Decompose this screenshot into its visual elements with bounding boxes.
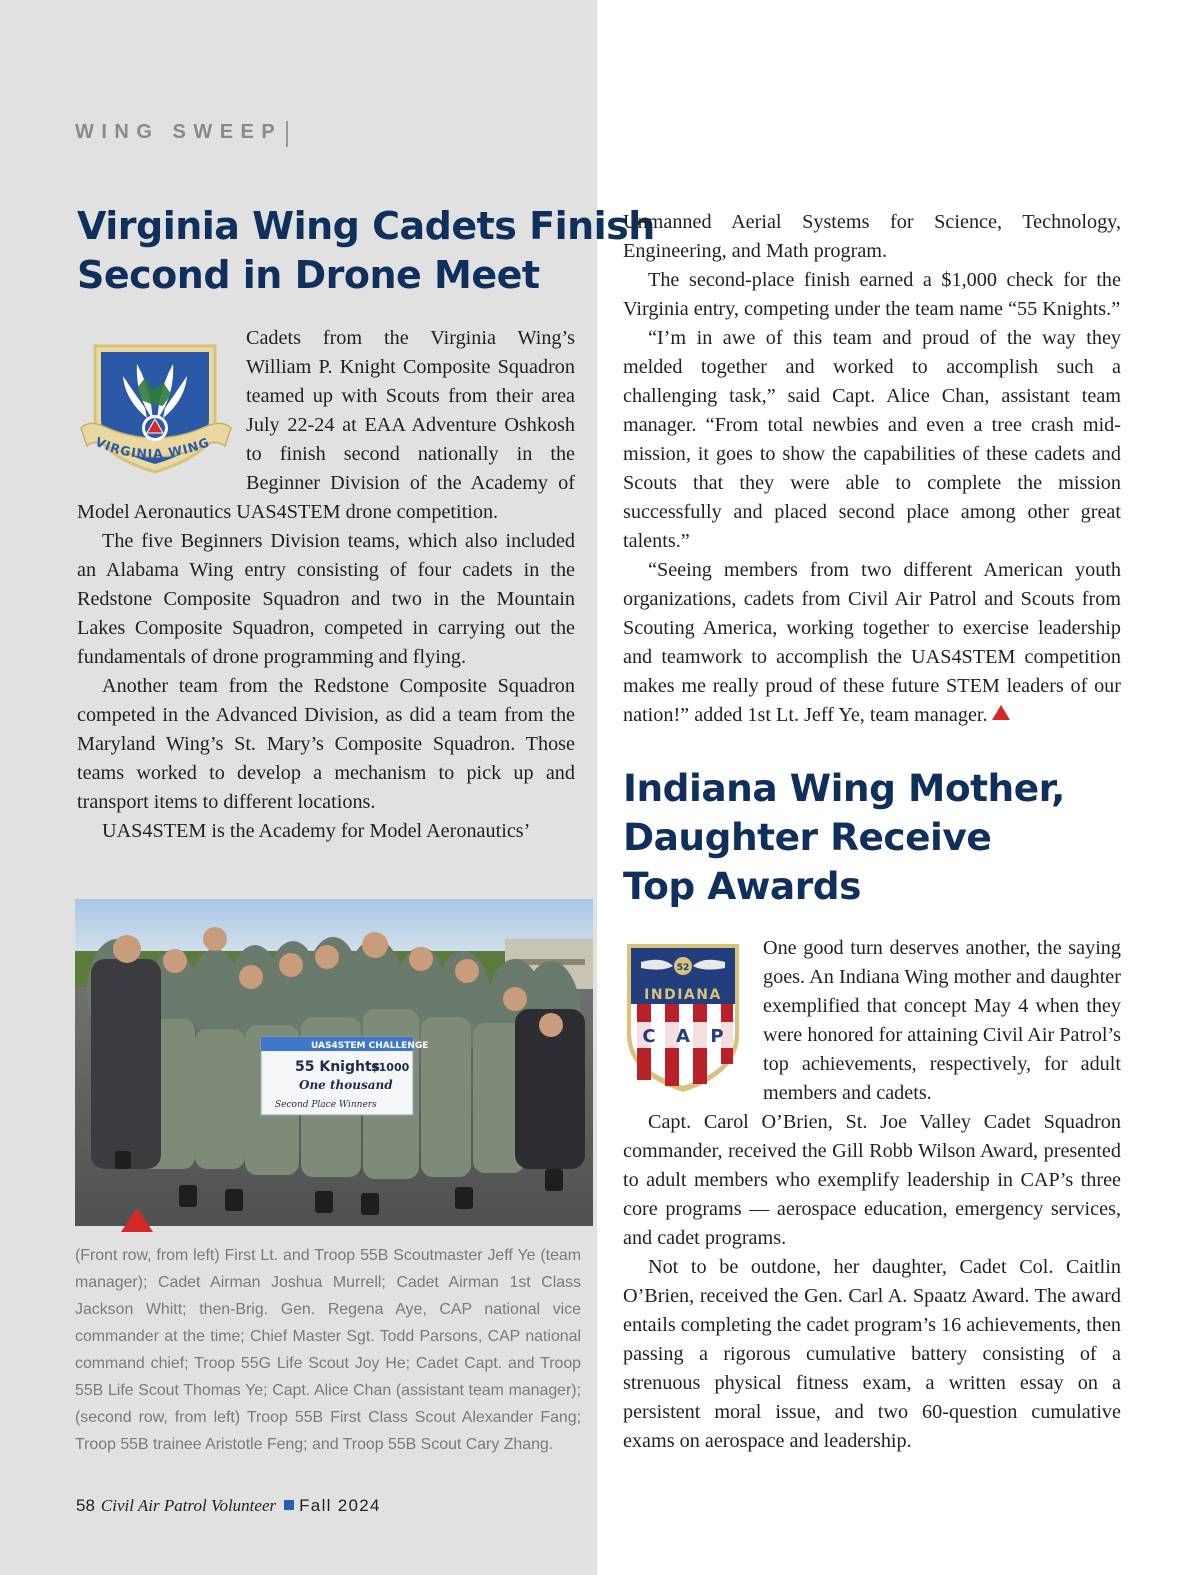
article1-paragraph-8	[623, 556, 1121, 730]
article2-title-line1: Indiana Wing Mother,	[623, 766, 1065, 810]
article2-title-line3: Top Awards	[623, 864, 861, 908]
article2-paragraph-1: One good turn deserves another, the saying goes. An Indiana Wing mother and daughter exemplified that concept May 4 when they were honored for attaining Civil Air Patrol’s top achievements, respectively, for adult members and cadets.	[763, 937, 1121, 1104]
virginia-wing-patch-icon	[77, 324, 246, 492]
article1-left-column	[77, 324, 575, 846]
svg-text:C: C	[642, 1026, 656, 1047]
article2-title-line2: Daughter Receive	[623, 815, 992, 859]
svg-text:Second Place Winners: Second Place Winners	[275, 1100, 377, 1110]
svg-text:P: P	[710, 1026, 724, 1047]
team-photo	[75, 899, 593, 1226]
article1-title-line1: Virginia Wing Cadets Finish	[77, 204, 655, 248]
article1-paragraph-7: “I’m in awe of this team and proud of the way they melded together and worked to accomplish such a challenging task,” said Capt. Alice Chan, assistant team manager. “From total newbies and even a tree crash mid-mission, it goes to show the capabilities of these cadets and Scouts that they were able to complete the mission successfully and placed second place among other great talents.”	[623, 327, 1121, 552]
article1-paragraph-3: Another team from the Redstone Composite Squadron competed in the Advanced Division, as did a team from the Maryland Wing’s St. Mary’s Composite Squadron. Those teams worked to develop a mechanism to pick up and transport items to different locations.	[77, 675, 575, 813]
end-of-story-icon	[992, 705, 1010, 720]
article1-paragraph-4: UAS4STEM is the Academy for Model Aeronautics’	[102, 820, 531, 842]
indiana-wing-shield-icon	[623, 934, 763, 1102]
svg-text:INDIANA: INDIANA	[644, 987, 722, 1003]
photo-marker-triangle	[121, 1208, 153, 1232]
article2-paragraph-3: Not to be outdone, her daughter, Cadet Col. Caitlin O’Brien, received the Gen. Carl A. Spaatz Award. The award entails completing the cadet program’s 16 achievements, then passing a rigorous cumulative battery consisting of a strenuous physical fitness exam, a written essay on a persistent moral issue, and two 60-question cumulative exams on aerospace and leadership.	[623, 1256, 1121, 1452]
svg-text:One thousand: One thousand	[299, 1078, 393, 1092]
article1-paragraph-6: The second-place finish earned a $1,000 check for the Virginia entry, competing under the team name “55 Knights.”	[623, 269, 1121, 320]
page-number: 58	[76, 1496, 95, 1515]
article1-paragraph-1: Cadets from the Virginia Wing’s William P. Knight Composite Squadron teamed up with Scouts from their area July 22-24 at EAA Adventure Oshkosh to finish second nationally in the Beginner Division of the Academy of Model Aeronautics UAS4STEM drone competition.	[77, 327, 575, 523]
article1-paragraph-8-text: “Seeing members from two different American youth organizations, cadets from Civil Air Patrol and Scouts from Scouting America, working together to exercise leadership and teamwork to accomplish the UAS4STEM competition makes me really proud of these future STEM leaders of our nation!” added 1st Lt. Jeff Ye, team manager.	[623, 559, 1121, 726]
svg-text:$1000: $1000	[371, 1061, 410, 1074]
issue-season: Fall 2024	[299, 1496, 381, 1515]
svg-text:52: 52	[676, 963, 690, 973]
article2-body	[623, 934, 1121, 1456]
footer-square-icon	[284, 1500, 294, 1510]
article2-title	[623, 764, 1065, 911]
svg-text:A: A	[676, 1026, 690, 1047]
article1-title-line2: Second in Drone Meet	[77, 253, 540, 297]
prize-check	[261, 1037, 428, 1115]
page-footer	[76, 1496, 381, 1516]
team-photo-image	[75, 899, 593, 1226]
article1-paragraph-2: The five Beginners Division teams, which also included an Alabama Wing entry consisting of four cadets in the Redstone Composite Squadron and two in the Mountain Lakes Composite Squadron, competed in carrying out the fundamentals of drone programming and flying.	[77, 530, 575, 668]
magazine-title: Civil Air Patrol Volunteer	[100, 1496, 277, 1515]
svg-text:UAS4STEM CHALLENGE: UAS4STEM CHALLENGE	[311, 1041, 429, 1051]
article1-paragraph-5: Unmanned Aerial Systems for Science, Technology, Engineering, and Math program.	[623, 211, 1121, 262]
svg-text:55 Knights: 55 Knights	[295, 1059, 380, 1075]
article1-right-column	[623, 208, 1121, 730]
article1-title	[77, 202, 655, 300]
section-divider	[286, 121, 288, 147]
photo-caption: (Front row, from left) First Lt. and Troop 55B Scoutmaster Jeff Ye (team manager); Cadet Airman Joshua Murrell; Cadet Airman 1st Class Jackson Whitt; then-Brig. Gen. Regena Aye, CAP national vice commander at the time; Chief Master Sgt. Todd Parsons, CAP national command chief; Troop 55G Life Scout Joy He; Cadet Capt. and Troop 55B Life Scout Thomas Ye; Capt. Alice Chan (assistant team manager); (second row, from left) Troop 55B First Class Scout Alexander Fang; Troop 55B trainee Aristotle Feng; and Troop 55B Scout Cary Zhang.	[75, 1247, 581, 1453]
article2-paragraph-2: Capt. Carol O’Brien, St. Joe Valley Cadet Squadron commander, received the Gill Robb Wilson Award, presented to adult members who exemplify leadership in CAP’s three core programs — aerospace education, emergency services, and cadet programs.	[623, 1111, 1121, 1249]
section-label: WING SWEEP	[75, 121, 283, 143]
svg-text:VIRGINIA WING: VIRGINIA WING	[93, 433, 212, 462]
